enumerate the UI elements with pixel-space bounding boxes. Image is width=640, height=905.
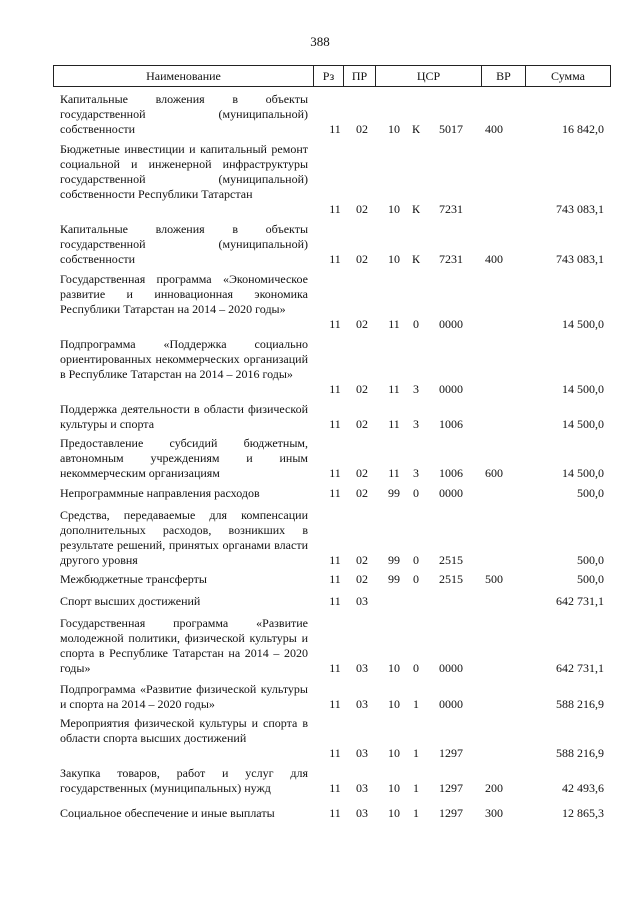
table-row bbox=[0, 486, 640, 501]
cell-csr-subprogram: 0 bbox=[413, 317, 419, 331]
cell-rz: 11 bbox=[329, 122, 341, 136]
cell-csr-direction: 1297 bbox=[439, 746, 463, 760]
cell-csr-subprogram: 3 bbox=[413, 417, 419, 431]
row-name: Средства, передаваемые для компенсации дополнительных расходов, возникших в результате решений, принятых органами власти другого уровня bbox=[60, 508, 308, 567]
cell-sum: 743 083,1 bbox=[556, 202, 604, 216]
cell-sum: 743 083,1 bbox=[556, 252, 604, 266]
cell-pr: 03 bbox=[356, 746, 368, 760]
table-row bbox=[0, 272, 640, 332]
cell-vr: 600 bbox=[485, 466, 503, 480]
cell-pr: 03 bbox=[356, 697, 368, 711]
cell-csr-program: 11 bbox=[388, 382, 400, 396]
cell-csr-direction: 1297 bbox=[439, 781, 463, 795]
cell-vr: 500 bbox=[485, 572, 503, 586]
row-name: Подпрограмма «Развитие физической культуры и спорта на 2014 – 2020 годы» bbox=[60, 682, 308, 711]
cell-rz: 11 bbox=[329, 486, 341, 500]
cell-csr-subprogram: 3 bbox=[413, 466, 419, 480]
cell-csr-program: 10 bbox=[388, 746, 400, 760]
cell-sum: 588 216,9 bbox=[556, 746, 604, 760]
cell-csr-subprogram: 1 bbox=[413, 781, 419, 795]
cell-rz: 11 bbox=[329, 382, 341, 396]
row-name: Государственная программа «Развитие молодежной политики, физической культуры и спорта в Республике Татарстан на 2014 – 2020 годы» bbox=[60, 616, 308, 675]
cell-rz: 11 bbox=[329, 781, 341, 795]
cell-csr-program: 10 bbox=[388, 661, 400, 675]
cell-csr-direction: 0000 bbox=[439, 697, 463, 711]
cell-pr: 03 bbox=[356, 661, 368, 675]
cell-csr-direction: 7231 bbox=[439, 252, 463, 266]
cell-csr-program: 99 bbox=[388, 553, 400, 567]
table-row bbox=[0, 222, 640, 267]
header-vr: ВР bbox=[482, 66, 526, 86]
cell-rz: 11 bbox=[329, 202, 341, 216]
table-row bbox=[0, 92, 640, 137]
header-pr: ПР bbox=[344, 66, 376, 86]
table-row bbox=[0, 616, 640, 676]
cell-csr-program: 11 bbox=[388, 466, 400, 480]
table-row bbox=[0, 572, 640, 587]
cell-csr-subprogram: 1 bbox=[413, 697, 419, 711]
cell-pr: 03 bbox=[356, 806, 368, 820]
cell-csr-direction: 0000 bbox=[439, 661, 463, 675]
cell-rz: 11 bbox=[329, 661, 341, 675]
cell-csr-program: 10 bbox=[388, 252, 400, 266]
cell-sum: 642 731,1 bbox=[556, 661, 604, 675]
cell-rz: 11 bbox=[329, 697, 341, 711]
cell-vr: 200 bbox=[485, 781, 503, 795]
cell-csr-program: 10 bbox=[388, 202, 400, 216]
row-name: Непрограммные направления расходов bbox=[60, 486, 260, 500]
table-row bbox=[0, 337, 640, 397]
cell-pr: 02 bbox=[356, 572, 368, 586]
row-name: Капитальные вложения в объекты государственной (муниципальной) собственности bbox=[60, 222, 308, 266]
cell-csr-program: 10 bbox=[388, 122, 400, 136]
cell-csr-direction: 0000 bbox=[439, 382, 463, 396]
cell-csr-subprogram: К bbox=[411, 122, 420, 136]
cell-csr-program: 10 bbox=[388, 781, 400, 795]
cell-rz: 11 bbox=[329, 746, 341, 760]
cell-csr-direction: 1297 bbox=[439, 806, 463, 820]
cell-vr: 400 bbox=[485, 122, 503, 136]
cell-sum: 14 500,0 bbox=[562, 382, 604, 396]
cell-csr-program: 11 bbox=[388, 417, 400, 431]
cell-csr-direction: 2515 bbox=[439, 553, 463, 567]
cell-pr: 03 bbox=[356, 594, 368, 608]
cell-csr-subprogram: 0 bbox=[413, 661, 419, 675]
cell-sum: 14 500,0 bbox=[562, 317, 604, 331]
cell-pr: 02 bbox=[356, 382, 368, 396]
cell-csr-subprogram: К bbox=[411, 252, 420, 266]
cell-csr-direction: 7231 bbox=[439, 202, 463, 216]
cell-sum: 12 865,3 bbox=[562, 806, 604, 820]
cell-csr-program: 10 bbox=[388, 697, 400, 711]
cell-sum: 500,0 bbox=[577, 553, 604, 567]
table-row bbox=[0, 766, 640, 796]
cell-csr-subprogram: 1 bbox=[413, 746, 419, 760]
cell-rz: 11 bbox=[329, 572, 341, 586]
cell-pr: 02 bbox=[356, 317, 368, 331]
table-row bbox=[0, 716, 640, 761]
cell-rz: 11 bbox=[329, 252, 341, 266]
cell-csr-subprogram: 0 bbox=[413, 486, 419, 500]
cell-sum: 14 500,0 bbox=[562, 417, 604, 431]
page-number: 388 bbox=[310, 34, 330, 49]
header-sum: Сумма bbox=[551, 69, 585, 83]
cell-sum: 42 493,6 bbox=[562, 781, 604, 795]
row-name: Межбюджетные трансферты bbox=[60, 572, 207, 586]
cell-vr: 300 bbox=[485, 806, 503, 820]
cell-csr-subprogram: 0 bbox=[413, 553, 419, 567]
cell-csr-subprogram: 3 bbox=[413, 382, 419, 396]
cell-vr: 400 bbox=[485, 252, 503, 266]
row-name: Мероприятия физической культуры и спорта в области спорта высших достижений bbox=[60, 716, 308, 745]
table-row bbox=[0, 142, 640, 217]
cell-pr: 02 bbox=[356, 122, 368, 136]
cell-csr-program: 11 bbox=[388, 317, 400, 331]
header-rz: Рз bbox=[314, 66, 344, 86]
table-row bbox=[0, 594, 640, 609]
cell-rz: 11 bbox=[329, 806, 341, 820]
cell-rz: 11 bbox=[329, 553, 341, 567]
row-name: Капитальные вложения в объекты государственной (муниципальной) собственности bbox=[60, 92, 308, 136]
cell-csr-direction: 2515 bbox=[439, 572, 463, 586]
cell-csr-direction: 0000 bbox=[439, 486, 463, 500]
cell-csr-direction: 1006 bbox=[439, 466, 463, 480]
cell-rz: 11 bbox=[329, 417, 341, 431]
cell-pr: 02 bbox=[356, 553, 368, 567]
table-row bbox=[0, 436, 640, 481]
table-row bbox=[0, 682, 640, 712]
cell-pr: 03 bbox=[356, 781, 368, 795]
row-name: Подпрограмма «Поддержка социально ориентированных некоммерческих организаций в Республике Татарстан на 2014 – 2016 годы» bbox=[60, 337, 308, 381]
header-name: Наименование bbox=[54, 66, 314, 86]
row-name: Поддержка деятельности в области физической культуры и спорта bbox=[60, 402, 308, 431]
row-name: Закупка товаров, работ и услуг для государственных (муниципальных) нужд bbox=[60, 766, 308, 795]
cell-sum: 500,0 bbox=[577, 486, 604, 500]
cell-csr-subprogram: К bbox=[411, 202, 420, 216]
cell-csr-subprogram: 1 bbox=[413, 806, 419, 820]
cell-pr: 02 bbox=[356, 202, 368, 216]
cell-csr-direction: 0000 bbox=[439, 317, 463, 331]
table-row bbox=[0, 806, 640, 821]
cell-csr-subprogram: 0 bbox=[413, 572, 419, 586]
cell-rz: 11 bbox=[329, 466, 341, 480]
cell-csr-direction: 5017 bbox=[439, 122, 463, 136]
cell-rz: 11 bbox=[329, 594, 341, 608]
cell-csr-direction: 1006 bbox=[439, 417, 463, 431]
table-row bbox=[0, 402, 640, 432]
cell-pr: 02 bbox=[356, 252, 368, 266]
cell-rz: 11 bbox=[329, 317, 341, 331]
table-header bbox=[53, 65, 611, 87]
cell-sum: 16 842,0 bbox=[562, 122, 604, 136]
cell-sum: 588 216,9 bbox=[556, 697, 604, 711]
cell-csr-program: 10 bbox=[388, 806, 400, 820]
cell-csr-program: 99 bbox=[388, 572, 400, 586]
cell-pr: 02 bbox=[356, 466, 368, 480]
cell-sum: 14 500,0 bbox=[562, 466, 604, 480]
row-name: Социальное обеспечение и иные выплаты bbox=[60, 806, 275, 820]
cell-pr: 02 bbox=[356, 486, 368, 500]
cell-csr-program: 99 bbox=[388, 486, 400, 500]
table-row bbox=[0, 508, 640, 568]
row-name: Предоставление субсидий бюджетным, автономным учреждениям и иным некоммерческим организациям bbox=[60, 436, 308, 480]
row-name: Бюджетные инвестиции и капитальный ремонт социальной и инженерной инфраструктуры государственной (муниципальной) собственности Республики Татарстан bbox=[60, 142, 308, 201]
cell-sum: 642 731,1 bbox=[556, 594, 604, 608]
row-name: Спорт высших достижений bbox=[60, 594, 201, 608]
cell-sum: 500,0 bbox=[577, 572, 604, 586]
header-csr: ЦСР bbox=[376, 66, 482, 86]
cell-pr: 02 bbox=[356, 417, 368, 431]
row-name: Государственная программа «Экономическое развитие и инновационная экономика Республики Татарстан на 2014 – 2020 годы» bbox=[60, 272, 308, 316]
